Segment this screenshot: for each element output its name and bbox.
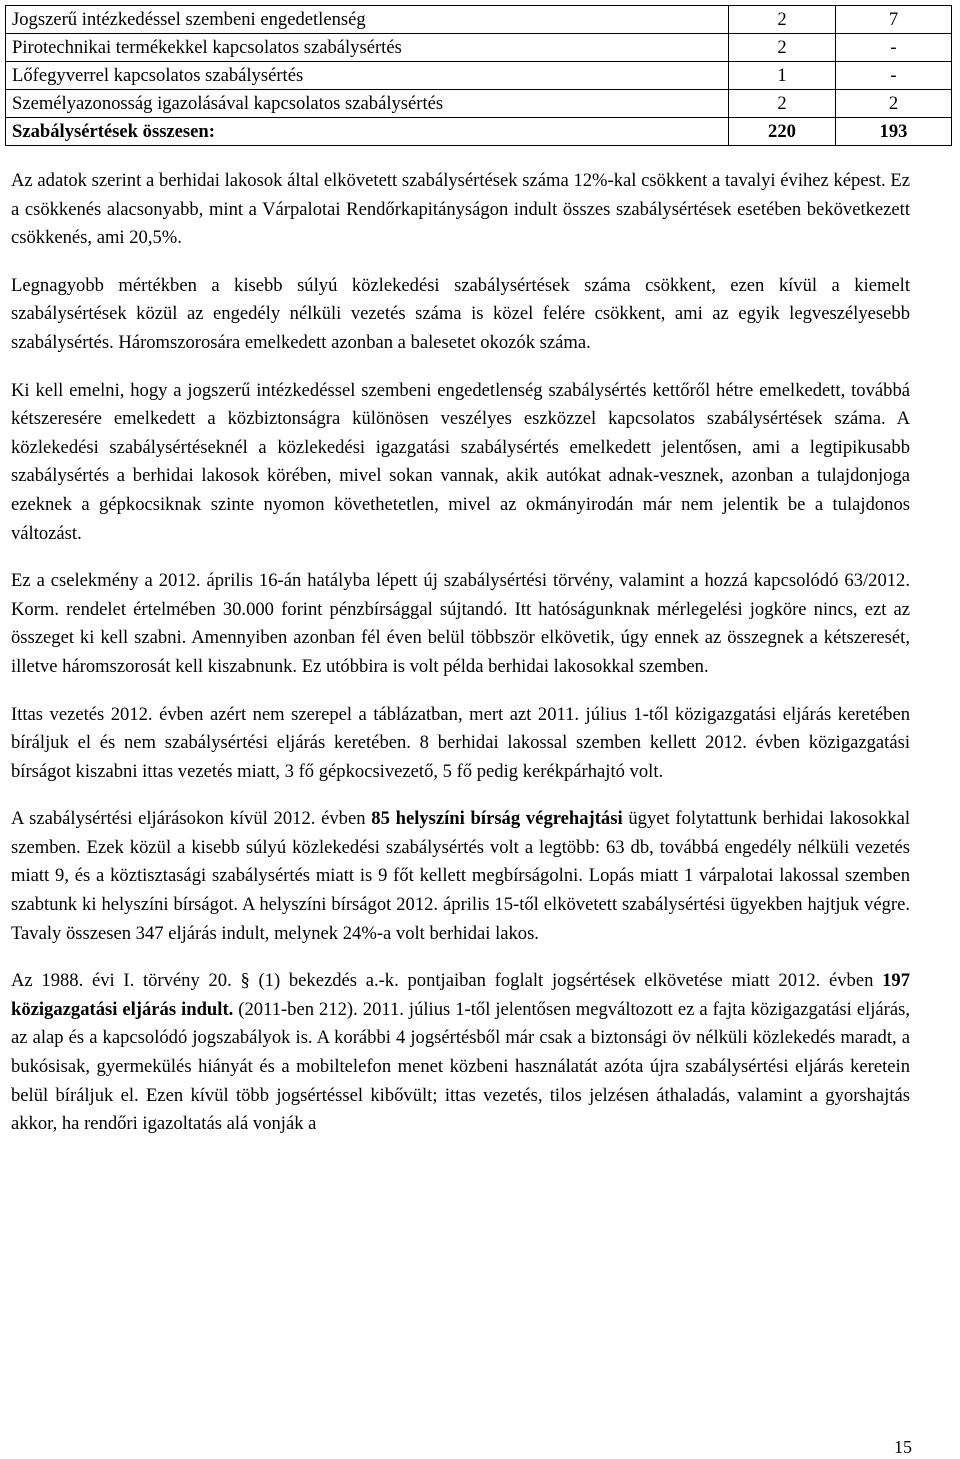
text-run: (2011-ben 212). 2011. július 1-től jelentősen megváltozott ez a fajta közigazgatási eljárás, az alap és a kapcsolódó jogszabályok is. A korábbi 4 jogsértésből már csak a biztonsági öv nélküli közlekedés maradt, a bukósisak, gyermekülés hiányát és a mobiltelefon menet közbeni használatát azóta újra szabálysértési eljárás keretein belül bíráljuk el. Ezen kívül több jogsértéssel kibővült; ittas vezetés, tilos jelzésen áthaladás, valamint a gyorshajtás akkor, ha rendőri igazoltatás alá vonják a <box>11 998 910 1135</box>
table-total-row <box>6 118 952 146</box>
row-value-2011: 2 <box>729 90 836 118</box>
row-value-2012: - <box>836 34 952 62</box>
bold-text-run: 85 helyszíni bírság végrehajtási <box>371 808 623 830</box>
row-value-2011: 2 <box>729 6 836 34</box>
text-run: A szabálysértési eljárásokon kívül 2012. évben <box>11 808 372 830</box>
page-number: 15 <box>894 1437 912 1457</box>
row-label: Pirotechnikai termékekkel kapcsolatos szabálysértés <box>6 34 729 62</box>
row-value-2011: 2 <box>729 34 836 62</box>
row-value-2012: 7 <box>836 6 952 34</box>
row-value-2012: 2 <box>836 90 952 118</box>
offense-stats-table <box>5 5 952 146</box>
row-value-2011: 1 <box>729 62 836 90</box>
text-run: Az 1988. évi I. törvény 20. § (1) bekezdés a.-k. pontjaiban foglalt jogsértések elkövetése miatt 2012. évben <box>11 970 883 992</box>
table-row <box>6 62 952 90</box>
paragraph-on-the-spot-fines <box>11 805 910 948</box>
paragraph-disobedience: Ki kell emelni, hogy a jogszerű intézkedéssel szembeni engedetlenség szabálysértés kettőről hétre emelkedett, továbbá kétszeresére emelkedett a közbiztonságra különösen veszélyes eszközzel kapcsolatos szabálysértések száma. A közlekedési szabálysértéseknél a közlekedési igazgatási szabálysértés emelkedett jelentősen, ami a legtipikusabb szabálysértés a berhidai lakosok körében, mivel sokan vannak, akik autókat adnak-vesznek, azonban a tulajdonjoga ezeknek a gépkocsiknak szinte nyomon követhetetlen, mivel az okmányirodán már nem jelentik be a tulajdonos változást. <box>11 379 910 544</box>
paragraph-administrative-procedures <box>11 967 910 1139</box>
total-value-2011: 220 <box>729 118 836 146</box>
document-page <box>11 5 910 1139</box>
paragraph-offense-decrease: Az adatok szerint a berhidai lakosok által elkövetett szabálysértések száma 12%-kal csökkent a tavalyi évihez képest. Ez a csökkenés alacsonyabb, mint a Várpalotai Rendőrkapitányságon indult összes szabálysértések esetében bekövetkezett csökkenés, ami 20,5%. <box>11 170 910 249</box>
row-value-2012: - <box>836 62 952 90</box>
row-label: Személyazonosság igazolásával kapcsolatos szabálysértés <box>6 90 729 118</box>
row-label: Lőfegyverrel kapcsolatos szabálysértés <box>6 62 729 90</box>
table-row <box>6 34 952 62</box>
paragraph-fine-law: Ez a cselekmény a 2012. április 16-án hatályba lépett új szabálysértési törvény, valamint a hozzá kapcsolódó 63/2012. Korm. rendelet értelmében 30.000 forint pénzbírsággal sújtandó. Itt hatóságunknak mérlegelési jogköre nincs, ezt az összeget ki kell szabni. Amennyiben azonban fél éven belül többször elkövetik, úgy ennek az összegnek a kétszeresét, illetve háromszorosát kell kiszabnunk. Ez utóbbira is volt példa berhidai lakosokkal szemben. <box>11 570 910 677</box>
text-run: ügyet folytattunk berhidai lakosokkal szemben. Ezek közül a kisebb súlyú közlekedési szabálysértés volt a legtöbb: 63 db, továbbá engedély nélküli vezetés miatt 9, és a köztisztasági szabálysértés miatt is 9 főt kellett megbírságolni. Lopás miatt 1 várpalotai lakossal szemben szabtunk ki helyszíni bírságot. A helyszíni bírságot 2012. április 15-től elkövetett szabálysértési ügyekben hajtjuk végre. Tavaly összesen 347 eljárás indult, melynek 24%-a volt berhidai lakos. <box>11 808 910 944</box>
table-row <box>6 6 952 34</box>
paragraph-traffic-offenses: Legnagyobb mértékben a kisebb súlyú közlekedési szabálysértések száma csökkent, ezen kívül a kiemelt szabálysértések közül az engedély nélküli vezetés száma is közel felére csökkent, ami az egyik legveszélyesebb szabálysértés. Háromszorosára emelkedett azonban a balesetet okozók száma. <box>11 274 910 353</box>
table-row <box>6 90 952 118</box>
bold-text-run: 197 közigazgatási eljárás indult. <box>11 970 910 1020</box>
row-label: Jogszerű intézkedéssel szembeni engedetlenség <box>6 6 729 34</box>
total-label: Szabálysértések összesen: <box>6 118 729 146</box>
total-value-2012: 193 <box>836 118 952 146</box>
paragraph-drunk-driving: Ittas vezetés 2012. évben azért nem szerepel a táblázatban, mert azt 2011. július 1-től közigazgatási eljárás keretében bíráljuk el és nem szabálysértési eljárás keretében. 8 berhidai lakossal szemben kellett 2012. évben közigazgatási bírságot kiszabni ittas vezetés miatt, 3 fő gépkocsivezető, 5 fő pedig kerékpárhajtó volt. <box>11 703 910 782</box>
